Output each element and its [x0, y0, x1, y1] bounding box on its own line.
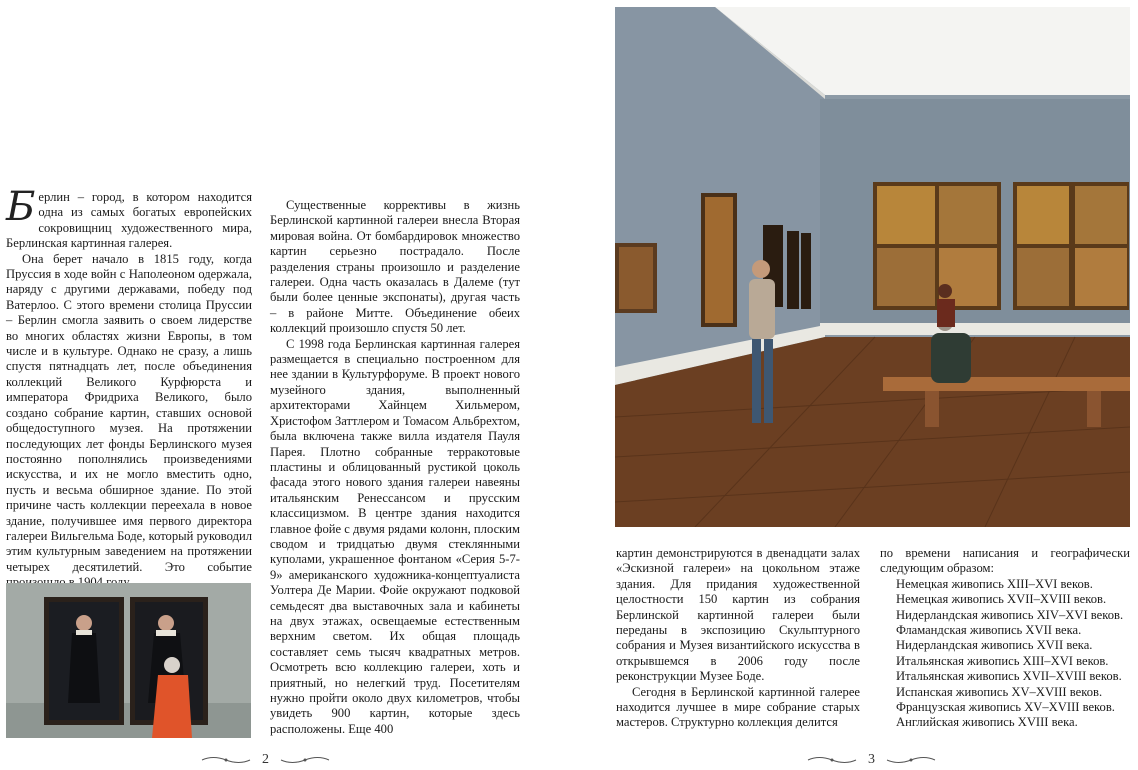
- list-item: Испанская живопись XV–XVIII веков.: [896, 684, 1103, 699]
- flourish-ornament: [200, 755, 252, 765]
- left-column-1: [6, 184, 252, 591]
- list-item: Итальянская живопись XVII–XVIII веков.: [896, 669, 1122, 684]
- list-item: Немецкая живопись XIII–XVI веков.: [896, 576, 1093, 591]
- flourish-ornament: [885, 755, 937, 765]
- flourish-ornament: [279, 755, 331, 765]
- right-column-1: [616, 546, 860, 731]
- list-item: Французская живопись XV–XVIII веков.: [896, 700, 1115, 715]
- list-item: Нидерландская живопись XVII века.: [896, 638, 1093, 653]
- list-item: Итальянская живопись XIII–XVI веков.: [896, 653, 1109, 668]
- intro-text: ерлин – город, в котором находится одна из самых богатых европейских сокровищниц художественного мира, Берлинская картинная галерея.: [6, 190, 252, 251]
- left-column-2: [270, 198, 520, 737]
- intro-paragraph: [6, 184, 252, 252]
- gallery-hall-illustration: [615, 7, 1130, 527]
- collection-list: [880, 577, 1130, 731]
- flourish-ornament: [806, 755, 858, 765]
- page-number-left: [200, 752, 331, 768]
- photo-portraits-visitor: [6, 583, 251, 738]
- page-number: 2: [262, 752, 269, 767]
- list-intro: по времени написания и географически следующим образом:: [880, 546, 1130, 576]
- list-item: Фламандская живопись XVII века.: [896, 623, 1082, 638]
- photo-gallery-hall: [615, 7, 1130, 527]
- list-item: Нидерландская живопись XIV–XVI веков.: [896, 607, 1124, 622]
- list-item: Английская живопись XVIII века.: [896, 715, 1078, 730]
- paragraph-sketch-gallery: картин демонстрируются в двенадцати залах «Эскизной галереи» на цокольном этаже здания. Для придания художественной целостности 150 картин из собрания Берлинской картинной галереи были переданы в экспозицию Скульптурного собрания и Музея византийского искусства в открывшемся в 2006 году после реконструкции Музее Боде.: [616, 546, 860, 684]
- page-number-right: [806, 752, 937, 768]
- paragraph-history: Она берет начало в 1815 году, когда Пруссия в ходе войн с Наполеоном одержала, наряду с другими державами, победу под Ватерлоо. С этого времени столица Пруссии – Берлин смогла заявить о своем лидерстве во многих областях жизни Европы, в том числе и в культуре. Однако не сразу, а лишь спустя пятнадцать лет, после объединения коллекций Великого Курфюрста и императора Фридриха Великого, было создано собрание картин, ставших основой общедоступного музея. На протяжении последующих лет фонды Берлинского музея постоянно пополнялись произведениями искусства, и их не могло вместить одно, пусть и весьма обширное здание. По этой причине часть коллекции переехала в новое здание, получившее имя первого директора галереи Вильгельма Боде, который руководил этим культурным заведением на протяжении четырех десятилетий. Это событие: [6, 251, 252, 574]
- paragraph-building: С 1998 года Берлинская картинная галерея размещается в специально построенном для нее здании в Культурфоруме. В проект нового музейного здания, выполненный архитекторами Хайнцем Хильмером, Христофом Заттлером и Томасом Альбрехтом, была включена также вилла издателя Пауля Парея. Плотно собранные терракотовые пластины и облицованный рустикой цоколь фасада этого нового здания галереи навеяны итальянским Ренессансом и прусским классицизмом. В центре здания находится главное фойе с двумя рядами колонн, плоским сводом и тридцатью двумя стеклянными куполами, украшенное фонтаном «Серия 5-7-9» американского художника-концептуалиста Уолтера Де Марии. Фойе окружают подковой семьдесят два выставочных зала и кабинеты на двух этажах, освещаемые естественным верхним светом. Их общая площадь составляет семь тысяч квадратных метров. Осмотреть всю коллекцию галереи, хоть и приятный, но нелегкий труд. Посетителям нужно пройти около двух километров, чтобы увидеть 900 картин, которые здесь расположены. Еще 400: [270, 336, 520, 736]
- list-item: Немецкая живопись XVII–XVIII веков.: [896, 592, 1107, 607]
- right-column-2: [880, 546, 1130, 731]
- portraits-illustration: [6, 583, 251, 738]
- page-number: 3: [868, 752, 875, 767]
- paragraph-war: Существенные коррективы в жизнь Берлинской картинной галереи внесла Вторая мировая война. От бомбардировок множество картин серьезно пострадало. После разделения страны произошло и разделение галереи. Одна часть оказалась в Далеме (тут были более ценные экспонаты), другая часть – в районе Митте. Объединение обеих коллекций произошло спустя 50 лет.: [270, 198, 520, 336]
- drop-cap: Б: [6, 184, 36, 230]
- paragraph-collection: Сегодня в Берлинской картинной галерее находится лучшее в мире собрание старых мастеров. Структурно коллекция делится: [616, 684, 860, 730]
